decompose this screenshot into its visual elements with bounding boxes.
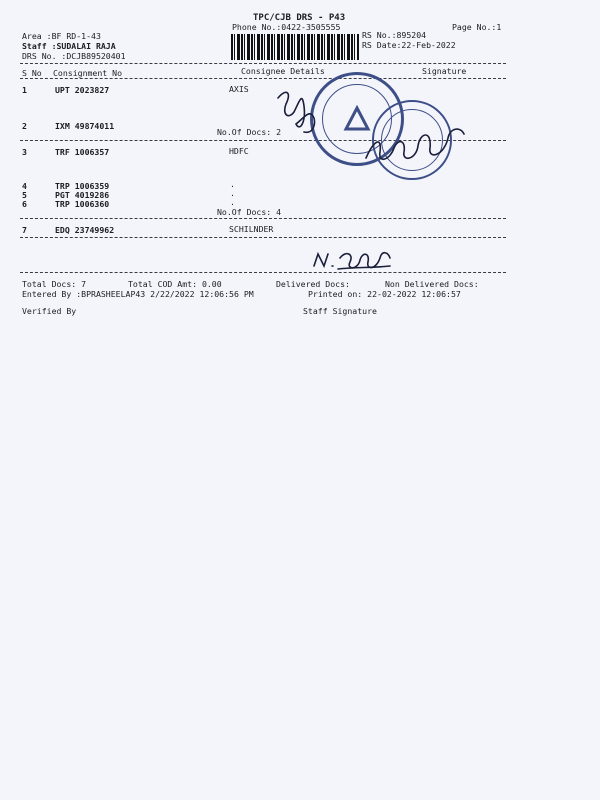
divider xyxy=(20,63,506,64)
row-consignment: UPT 2023827 xyxy=(55,85,110,95)
staff-label: Staff :SUDALAI RAJA xyxy=(22,41,116,51)
row-s-no: 5 xyxy=(22,190,27,200)
col-consignee-details: Consignee Details xyxy=(241,66,325,76)
col-signature: Signature xyxy=(422,66,467,76)
entered-by: Entered By :BPRASHEELAP43 2/22/2022 12:06:56 PM xyxy=(22,289,254,299)
group-doc-count: No.Of Docs: 2 xyxy=(217,127,282,137)
printed-on: Printed on: 22-02-2022 12:06:57 xyxy=(308,289,461,299)
row-consignment: EDQ 23749962 xyxy=(55,225,115,235)
staff-signature-label: Staff Signature xyxy=(303,306,377,316)
total-cod-amount: Total COD Amt: 0.00 xyxy=(128,279,222,289)
rs-number: RS No.:895204 xyxy=(362,30,427,40)
row-s-no: 1 xyxy=(22,85,27,95)
total-docs: Total Docs: 7 xyxy=(22,279,87,289)
row-consignment: IXM 49874011 xyxy=(55,121,115,131)
row-consignee: . xyxy=(230,179,235,189)
group-doc-count: No.Of Docs: 4 xyxy=(217,207,282,217)
row-consignee: AXIS xyxy=(229,84,249,94)
col-consignment-no: Consignment No xyxy=(53,68,123,78)
non-delivered-docs: Non Delivered Docs: xyxy=(385,279,479,289)
row-consignment: TRF 1006357 xyxy=(55,147,110,157)
drs-number: DRS No. :DCJB89520401 xyxy=(22,51,126,61)
row-s-no: 4 xyxy=(22,181,27,191)
divider xyxy=(20,78,506,79)
row-s-no: 7 xyxy=(22,225,27,235)
row-s-no: 6 xyxy=(22,199,27,209)
row-consignment: TRP 1006359 xyxy=(55,181,110,191)
document-title: TPC/CJB DRS - P43 xyxy=(253,13,346,23)
divider xyxy=(20,218,506,219)
handwritten-note xyxy=(310,244,394,274)
divider xyxy=(20,237,506,238)
row-consignment: PGT 4019286 xyxy=(55,190,110,200)
divider xyxy=(20,272,506,273)
row-consignee: . xyxy=(230,197,235,207)
barcode xyxy=(231,34,359,60)
signature-scribble xyxy=(274,84,324,140)
row-s-no: 3 xyxy=(22,147,27,157)
page-number: Page No.:1 xyxy=(452,22,502,32)
row-consignee: HDFC xyxy=(229,146,249,156)
area-label: Area :BF RD-1-43 xyxy=(22,31,101,41)
row-consignee: . xyxy=(230,188,235,198)
rs-date: RS Date:22-Feb-2022 xyxy=(362,40,456,50)
delivered-docs: Delivered Docs: xyxy=(276,279,350,289)
row-consignment: TRP 1006360 xyxy=(55,199,110,209)
verified-by-label: Verified By xyxy=(22,306,77,316)
phone-number: Phone No.:0422-3505555 xyxy=(232,22,341,32)
row-consignee: SCHILNDER xyxy=(229,224,274,234)
signature-scribble xyxy=(360,120,468,170)
col-s-no: S No xyxy=(22,68,42,78)
row-s-no: 2 xyxy=(22,121,27,131)
